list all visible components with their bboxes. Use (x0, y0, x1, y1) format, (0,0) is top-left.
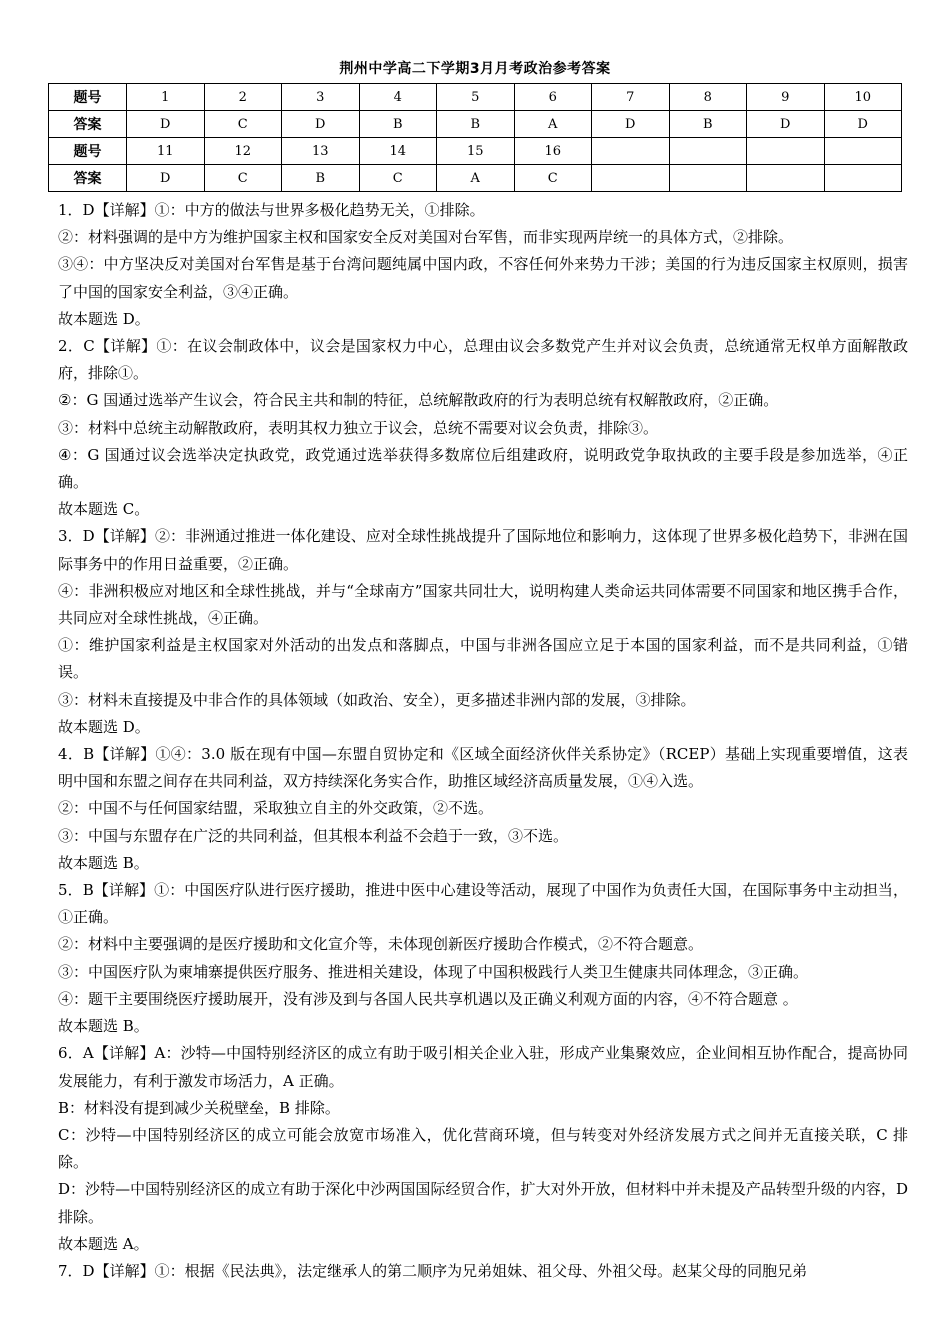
explanation-line: 4．B【详解】①④：3.0 版在现有中国—东盟自贸协定和《区域全面经济伙伴关系协定》（RCEP）基础上实现重要增值，这表明中国和东盟之间存在共同利益，双方持续深化务实合作，助推区域经济高质量发展，①④入选。 (58, 745, 908, 791)
table-cell: D (127, 111, 205, 138)
explanation-line: 故本题选 D。 (58, 309, 150, 328)
explanation-line: ①：维护国家利益是主权国家对外活动的出发点和落脚点，中国与非洲各国应立足于本国的国家利益，而不是共同利益，①错误。 (58, 636, 908, 682)
table-cell: 6 (514, 84, 592, 111)
explanation-line: ④：G 国通过议会选举决定执政党，政党通过选举获得多数席位后组建政府，说明政党争取执政的主要手段是参加选举，④正确。 (58, 445, 908, 492)
explanation-line: ③：中国与东盟存在广泛的共同利益，但其根本利益不会趋于一致，③不选。 (58, 826, 569, 845)
explanation-line: 6．A【详解】A：沙特—中国特别经济区的成立有助于吸引相关企业入驻，形成产业集聚效应，企业间相互协作配合，提高协同发展能力，有利于激发市场活力，A 正确。 (58, 1044, 908, 1090)
explanation-line: 故本题选 B。 (58, 1017, 149, 1036)
table-cell: 16 (514, 138, 592, 165)
table-cell (824, 138, 902, 165)
table-cell (747, 165, 825, 192)
table-cell (592, 165, 670, 192)
table-row (49, 111, 902, 138)
table-cell: D (747, 111, 825, 138)
explanation-line: ④：题干主要围绕医疗援助展开，没有涉及到与各国人民共享机遇以及正确义利观方面的内容，④不符合题意 。 (58, 989, 798, 1008)
table-cell (747, 138, 825, 165)
explanation-line: ③：材料中总统主动解散政府，表明其权力独立于议会，总统不需要对议会负责，排除③。 (58, 418, 659, 437)
table-cell: 14 (359, 138, 437, 165)
table-cell: 1 (127, 84, 205, 111)
explanation-line: 故本题选 D。 (58, 717, 150, 736)
explanation-line: C：沙特—中国特别经济区的成立可能会放宽市场准入，优化营商环境，但与转变对外经济发展方式之间并无直接关联，C 排除。 (58, 1125, 908, 1172)
table-cell: 4 (359, 84, 437, 111)
answer-explanations (58, 197, 908, 1285)
explanation-line: 5．B【详解】①：中国医疗队进行医疗援助，推进中医中心建设等活动，展现了中国作为负责任大国，在国际事务中主动担当，①正确。 (58, 881, 908, 927)
table-cell (669, 165, 747, 192)
table-cell: 9 (747, 84, 825, 111)
table-cell: D (592, 111, 670, 138)
table-row (49, 138, 902, 165)
table-cell: A (437, 165, 515, 192)
table-cell: A (514, 111, 592, 138)
table-row (49, 84, 902, 111)
table-cell: B (437, 111, 515, 138)
explanation-line: 7．D【详解】①：根据《民法典》，法定继承人的第二顺序为兄弟姐妹、祖父母、外祖父母。赵某父母的同胞兄弟 (58, 1261, 808, 1280)
explanation-line: 故本题选 C。 (58, 500, 150, 519)
explanation-line: 故本题选 A。 (58, 1234, 149, 1253)
table-cell: C (204, 111, 282, 138)
table-cell: 15 (437, 138, 515, 165)
table-cell: 11 (127, 138, 205, 165)
table-cell (592, 138, 670, 165)
row-label: 答案 (49, 111, 127, 138)
row-label: 题号 (49, 138, 127, 165)
table-cell: D (824, 111, 902, 138)
explanation-line: 1．D【详解】①：中方的做法与世界多极化趋势无关，①排除。 (58, 201, 485, 219)
table-cell: 7 (592, 84, 670, 111)
explanation-line: D：沙特—中国特别经济区的成立有助于深化中沙两国国际经贸合作，扩大对外开放，但材料中并未提及产品转型升级的内容，D 排除。 (58, 1180, 908, 1226)
explanation-line: 2．C【详解】①：在议会制政体中，议会是国家权力中心，总理由议会多数党产生并对议会负责，总统通常无权单方面解散政府，排除①。 (58, 337, 908, 383)
explanation-line: ②：中国不与任何国家结盟，采取独立自主的外交政策，②不选。 (58, 799, 494, 818)
table-cell: 5 (437, 84, 515, 111)
explanation-line: ③：中国医疗队为柬埔寨提供医疗服务、推进相关建设，体现了中国积极践行人类卫生健康共同体理念，③正确。 (58, 962, 809, 981)
page-title: 荆州中学高二下学期3月月考政治参考答案 (339, 61, 611, 77)
table-cell: B (282, 165, 360, 192)
table-row (49, 165, 902, 192)
explanation-line: ④：非洲积极应对地区和全球性挑战，并与“全球南方”国家共同壮大，说明构建人类命运共同体需要不同国家和地区携手合作，共同应对全球性挑战，④正确。 (58, 581, 908, 628)
table-cell: 8 (669, 84, 747, 111)
table-cell: C (204, 165, 282, 192)
explanation-line: 3．D【详解】②：非洲通过推进一体化建设、应对全球性挑战提升了国际地位和影响力，这体现了世界多极化趋势下，非洲在国际事务中的作用日益重要，②正确。 (58, 527, 908, 573)
table-cell: D (127, 165, 205, 192)
explanation-line: ②：材料强调的是中方为维护国家主权和国家安全反对美国对台军售，而非实现两岸统一的具体方式，②排除。 (58, 228, 794, 247)
table-cell: B (669, 111, 747, 138)
row-label: 题号 (49, 84, 127, 111)
table-cell: 10 (824, 84, 902, 111)
table-cell: D (282, 111, 360, 138)
explanation-line: ③④：中方坚决反对美国对台军售是基于台湾问题纯属中国内政，不容任何外来势力干涉；美国的行为违反国家主权原则，损害了中国的国家安全利益，③④正确。 (58, 255, 908, 301)
explanation-line: 故本题选 B。 (58, 853, 149, 872)
table-cell: 2 (204, 84, 282, 111)
answer-table (48, 83, 902, 192)
row-label: 答案 (49, 165, 127, 192)
explanation-line: B：材料没有提到减少关税壁垒，B 排除。 (58, 1098, 340, 1117)
table-cell (824, 165, 902, 192)
table-cell (669, 138, 747, 165)
table-cell: C (514, 165, 592, 192)
table-cell: 3 (282, 84, 360, 111)
explanation-line: ③：材料未直接提及中非合作的具体领域（如政治、安全），更多描述非洲内部的发展，③排除。 (58, 690, 696, 709)
table-cell: C (359, 165, 437, 192)
table-cell: 13 (282, 138, 360, 165)
explanation-line: ②：材料中主要强调的是医疗援助和文化宣介等，未体现创新医疗援助合作模式，②不符合题意。 (58, 935, 704, 954)
table-cell: B (359, 111, 437, 138)
explanation-line: ②：G 国通过选举产生议会，符合民主共和制的特征，总统解散政府的行为表明总统有权解散政府，②正确。 (58, 391, 779, 410)
table-cell: 12 (204, 138, 282, 165)
